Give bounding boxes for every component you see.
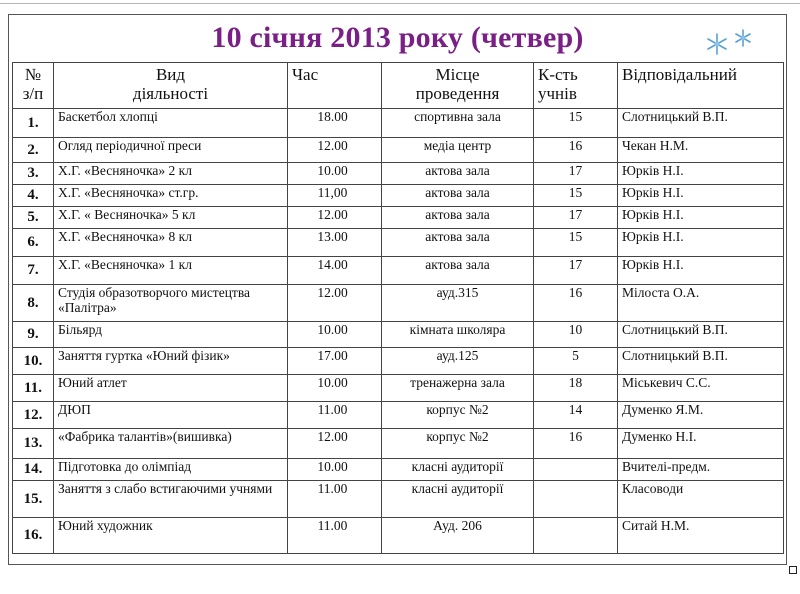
row-number: 4. (13, 185, 54, 207)
row-count (534, 459, 618, 481)
row-activity: Заняття з слабо встигаючими учнями (54, 481, 288, 518)
row-activity: Студія образотворчого мистецтва «Палітра» (54, 285, 288, 322)
table-row (13, 207, 784, 229)
row-number: 9. (13, 322, 54, 348)
row-place: класні аудиторії (382, 459, 534, 481)
row-responsible: Слотницький В.П. (618, 322, 784, 348)
table-row (13, 163, 784, 185)
table-row (13, 402, 784, 429)
row-activity: Більярд (54, 322, 288, 348)
row-responsible: Мілоста О.А. (618, 285, 784, 322)
row-responsible: Юрків Н.І. (618, 185, 784, 207)
header-count: К-сть учнів (534, 63, 618, 109)
row-number: 7. (13, 257, 54, 285)
row-responsible: Юрків Н.І. (618, 163, 784, 185)
table-row (13, 481, 784, 518)
row-activity: Юний атлет (54, 375, 288, 402)
row-activity: Юний художник (54, 518, 288, 554)
row-responsible: Ситай Н.М. (618, 518, 784, 554)
row-responsible: Думенко Я.М. (618, 402, 784, 429)
row-activity: Х.Г. « Весняночка» 5 кл (54, 207, 288, 229)
row-responsible: Міськевич С.С. (618, 375, 784, 402)
header-activity: Вид діяльності (54, 63, 288, 109)
row-number: 14. (13, 459, 54, 481)
row-count: 16 (534, 138, 618, 163)
row-count: 15 (534, 185, 618, 207)
row-time: 14.00 (288, 257, 382, 285)
row-time: 13.00 (288, 229, 382, 257)
row-responsible: Юрків Н.І. (618, 207, 784, 229)
row-place: ауд.315 (382, 285, 534, 322)
row-place: актова зала (382, 257, 534, 285)
row-activity: ДЮП (54, 402, 288, 429)
row-time: 12.00 (288, 138, 382, 163)
row-time: 11.00 (288, 402, 382, 429)
row-count (534, 481, 618, 518)
table-row (13, 459, 784, 481)
row-number: 13. (13, 429, 54, 459)
header-responsible: Відповідальний (618, 63, 784, 109)
row-time: 10.00 (288, 459, 382, 481)
row-time: 17.00 (288, 348, 382, 375)
row-count: 5 (534, 348, 618, 375)
row-count: 16 (534, 429, 618, 459)
row-time: 11,00 (288, 185, 382, 207)
row-count: 14 (534, 402, 618, 429)
row-number: 3. (13, 163, 54, 185)
table-row (13, 375, 784, 402)
row-time: 10.00 (288, 163, 382, 185)
table-row (13, 348, 784, 375)
table-header-row (13, 63, 784, 109)
row-count: 17 (534, 207, 618, 229)
row-count (534, 518, 618, 554)
snowflake-icon (703, 28, 755, 58)
row-responsible: Думенко Н.І. (618, 429, 784, 459)
row-time: 12.00 (288, 285, 382, 322)
row-responsible: Слотницький В.П. (618, 109, 784, 138)
row-responsible: Юрків Н.І. (618, 257, 784, 285)
row-place: корпус №2 (382, 402, 534, 429)
row-time: 11.00 (288, 481, 382, 518)
row-count: 10 (534, 322, 618, 348)
row-number: 5. (13, 207, 54, 229)
table-row (13, 285, 784, 322)
row-place: Ауд. 206 (382, 518, 534, 554)
row-activity: Баскетбол хлопці (54, 109, 288, 138)
row-activity: Х.Г. «Весняночка» ст.гр. (54, 185, 288, 207)
row-place: ауд.125 (382, 348, 534, 375)
row-activity: Огляд періодичної преси (54, 138, 288, 163)
row-responsible: Чекан Н.М. (618, 138, 784, 163)
row-activity: Х.Г. «Весняночка» 1 кл (54, 257, 288, 285)
resize-handle[interactable] (789, 566, 797, 574)
table-row (13, 429, 784, 459)
schedule-page (8, 14, 787, 565)
row-time: 12.00 (288, 429, 382, 459)
row-count: 17 (534, 163, 618, 185)
top-divider (0, 3, 800, 4)
row-place: спортивна зала (382, 109, 534, 138)
row-place: актова зала (382, 229, 534, 257)
row-number: 16. (13, 518, 54, 554)
row-count: 15 (534, 109, 618, 138)
row-place: актова зала (382, 163, 534, 185)
row-responsible: Слотницький В.П. (618, 348, 784, 375)
header-time: Час (288, 63, 382, 109)
row-place: актова зала (382, 207, 534, 229)
row-place: актова зала (382, 185, 534, 207)
row-activity: «Фабрика талантів»(вишивка) (54, 429, 288, 459)
row-place: медіа центр (382, 138, 534, 163)
row-responsible: Юрків Н.І. (618, 229, 784, 257)
row-activity: Підготовка до олімпіад (54, 459, 288, 481)
row-activity: Х.Г. «Весняночка» 8 кл (54, 229, 288, 257)
row-count: 16 (534, 285, 618, 322)
row-count: 18 (534, 375, 618, 402)
row-number: 11. (13, 375, 54, 402)
row-count: 17 (534, 257, 618, 285)
row-number: 2. (13, 138, 54, 163)
page-title: 10 січня 2013 року (четвер) (211, 21, 584, 54)
row-number: 10. (13, 348, 54, 375)
row-responsible: Вчителі-предм. (618, 459, 784, 481)
schedule-table (12, 62, 784, 554)
header-place: Місце проведення (382, 63, 534, 109)
header-number: № з/п (13, 63, 54, 109)
row-number: 15. (13, 481, 54, 518)
table-row (13, 322, 784, 348)
row-number: 8. (13, 285, 54, 322)
row-time: 11.00 (288, 518, 382, 554)
row-activity: Х.Г. «Весняночка» 2 кл (54, 163, 288, 185)
table-row (13, 229, 784, 257)
table-row (13, 138, 784, 163)
row-place: класні аудиторії (382, 481, 534, 518)
table-row (13, 257, 784, 285)
row-place: корпус №2 (382, 429, 534, 459)
table-row (13, 185, 784, 207)
row-number: 6. (13, 229, 54, 257)
row-count: 15 (534, 229, 618, 257)
row-number: 12. (13, 402, 54, 429)
row-time: 12.00 (288, 207, 382, 229)
row-time: 18.00 (288, 109, 382, 138)
row-responsible: Класоводи (618, 481, 784, 518)
row-place: кімната школяра (382, 322, 534, 348)
row-activity: Заняття гуртка «Юний фізик» (54, 348, 288, 375)
row-time: 10.00 (288, 375, 382, 402)
table-row (13, 518, 784, 554)
row-number: 1. (13, 109, 54, 138)
row-time: 10.00 (288, 322, 382, 348)
table-row (13, 109, 784, 138)
row-place: тренажерна зала (382, 375, 534, 402)
